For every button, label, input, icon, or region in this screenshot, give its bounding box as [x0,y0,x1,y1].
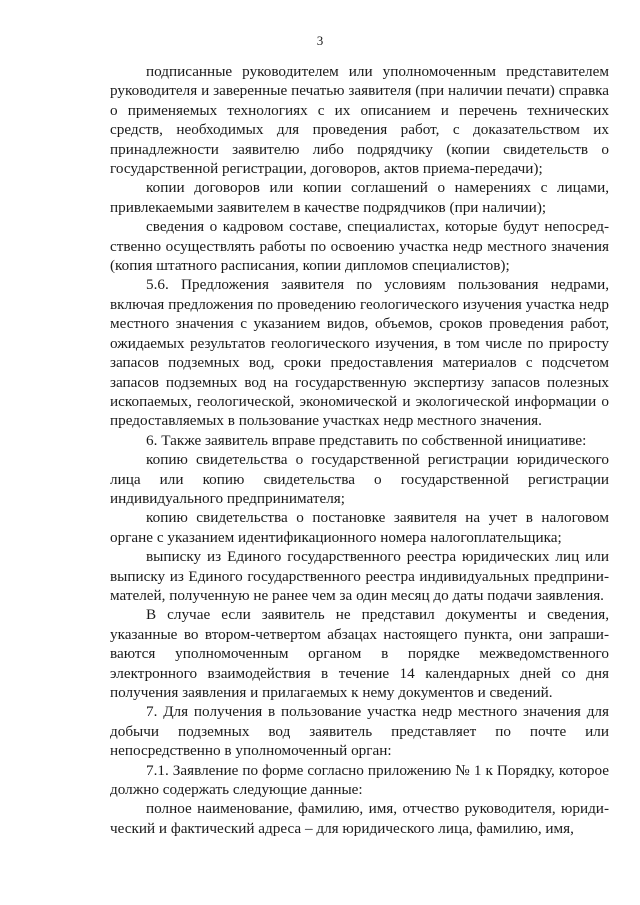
paragraph-section-7: 7. Для получения в пользование участка недр местного значения для добычи подземных вод заявитель представляет по почте или непосредственно в уполномоченный орган: [110,703,609,760]
paragraph-interagency-request: В случае если заявитель не представил документы и сведения, указанные во втором-четвертом абзацах настоящего пункта, они запрашиваются уполномоченным органом в порядке межведомственного электронного взаимодействия в течение 14 календарных дней со дня получения заявления и прилагаемых к нему документов и сведений. [110,606,609,701]
paragraph-staff-info: сведения о кадровом составе, специалистах, которые будут непосредственно осуществлять работы по освоению участка недр местного значения (копия штатного расписания, копии дипломов специалистов); [110,218,609,275]
paragraph-tax-certificate: копию свидетельства о постановке заявителя на учет в налоговом органе с указанием идентификационного номера налогоплательщика; [110,509,609,546]
paragraph-technology-certificate: подписанные руководителем или уполномоченным представителем руководителя и заверенные печатью заявителя (при наличии печати) справка о применяемых технологиях с их описанием и перечень технических средств, необходимых для проведения работ, с доказательством их принадлежности заявителю либо подрядчику (копии свидетельств о государственной регистрации, договоров, актов приема-передачи); [110,63,609,178]
document-body [110,62,609,838]
paragraph-section-7-1: 7.1. Заявление по форме согласно приложению № 1 к Порядку, которое должно содержать следующие данные: [110,761,609,799]
paragraph-contractor-agreements: копии договоров или копии соглашений о намерениях с лицами, привлекаемыми заявителем в качестве подрядчиков (при наличии); [110,179,609,216]
paragraph-section-5-6: 5.6. Предложения заявителя по условиям пользования недрами, включая предложения по проведению геологического изучения участка недр местного значения с указанием видов, объемов, сроков проведения работ, ожидаемых результатов геологического изучения, в том числе по приросту запасов подземных вод, сроки предоставления материалов с подсчетом запасов подземных вод на государственную экспертизу запасов полезных ископаемых, геологической, экономической и экологической информации о предоставляемых в пользование участках недр местного значения. [110,276,609,430]
paragraph-section-6: 6. Также заявитель вправе представить по собственной инициативе: [146,431,587,449]
paragraph-registry-extract: выписку из Единого государственного реестра юридических лиц или выписку из Единого государственного реестра индивидуальных предпринимателей, полученную не ранее чем за один месяц до даты подачи заявления. [110,548,609,604]
page-number: 3 [316,33,324,48]
paragraph-applicant-details: полное наименование, фамилию, имя, отчество руководителя, юридический и фактический адреса – для юридического лица, фамилию, имя, [110,800,609,837]
paragraph-registration-certificate: копию свидетельства о государственной регистрации юридического лица или копию свидетельства о государственной регистрации индивидуального предпринимателя; [110,451,609,507]
